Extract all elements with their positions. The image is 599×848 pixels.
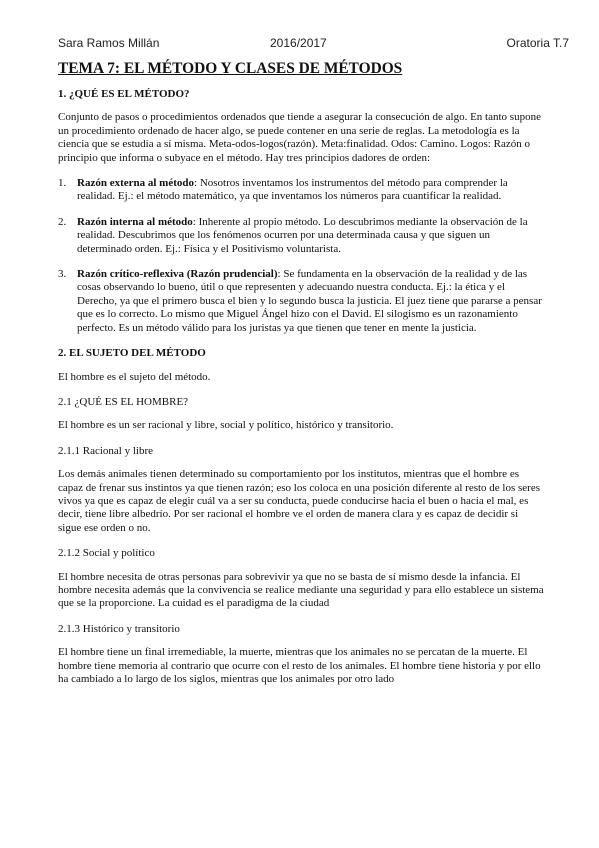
subsection-2-1-heading: 2.1 ¿QUÉ ES EL HOMBRE? xyxy=(58,395,189,408)
subsection-2-1-text: El hombre es un ser racional y libre, social y político, histórico y transitorio. xyxy=(58,419,394,432)
list-item-term: Razón crítico-reflexiva (Razón prudencial) xyxy=(77,268,278,281)
section-1-heading: 1. ¿QUÉ ES EL MÉTODO? xyxy=(58,88,190,100)
list-item-number: 2. xyxy=(58,215,67,228)
list-item-number: 3. xyxy=(58,268,67,281)
subsection-2-1-2-text: El hombre necesita de otras personas para sobrevivir ya que no se basta de sí mismo desde la infancia. El hombre necesita además que la convivencia se realice mediante una seguridad y para ello establece un sistema que se la proporcione. La cuidad es el paradigma de la ciudad xyxy=(58,570,544,610)
subsection-2-1-1-text: Los demás animales tienen determinado su comportamiento por los institutos, mientras que el hombre es capaz de frenar sus instintos ya que tienen razón; eso los coloca en una posición diferente al resto de los seres vivos ya que es capaz de elegir cuál va a ser su conducta, puede conducirse hacia el buen o hacia el mal, es decir, tiene libre albedrío. Por ser racional el hombre ve el orden de manera clara y es capaz de decidir si sigue ese orden o no. xyxy=(58,468,540,534)
header-author: Sara Ramos Millán xyxy=(58,36,160,50)
list-item-text: : Se fundamenta en la observación de la realidad y de las cosas observando lo bueno, útil o que representen y adecuando nuestra conducta. Ej.: la ética y el Derecho, ya que el primero busca el bien y lo segundo busca la justicia. El juez tiene que pararse a pensar que es lo correcto. Lo mismo que Miguel Ángel hizo con el David. El silogismo es un razonamiento perfecto. Es un método válido para los juristas ya que tienen que tener en mente la justicia. xyxy=(77,268,542,334)
list-item-number: 1. xyxy=(58,177,67,190)
list-item-text: : Nosotros inventamos los instrumentos del método para comprender la realidad. Ej.: el método matemático, ya que inventamos los números para cuantificar la realidad. xyxy=(77,177,508,203)
header-subject: Oratoria T.7 xyxy=(506,36,569,50)
list-item-term: Razón externa al método xyxy=(77,177,195,190)
section-1-intro: Conjunto de pasos o procedimientos ordenados que tiende a asegurar la consecución de algo. En tanto supone un procedimiento ordenado de hacer algo, se puede contener en una serie de reglas. La metodología es la ciencia que se estudia a sí misma. Meta-odos-logos(razón). Meta:finalidad. Odos: Camino. Logos: Razón o principio que informa o subyace en el método. Hay tres principios dadores de orden: xyxy=(58,111,541,164)
section-2-heading: 2. EL SUJETO DEL MÉTODO xyxy=(58,347,206,360)
section-2-intro: El hombre es el sujeto del método. xyxy=(58,370,211,383)
list-item xyxy=(58,177,544,204)
subsection-2-1-2-heading: 2.1.2 Social y político xyxy=(58,547,155,560)
principles-list xyxy=(58,177,544,335)
list-item-text: : Inherente al propio método. Lo descubrimos mediante la observación de la realidad. Descubrimos que los fenómenos ocurren por una determinada causa y que siguen un determinado orden. Ej.: Física y el Positivismo voluntarista. xyxy=(77,215,528,255)
list-item xyxy=(58,268,544,335)
document-body xyxy=(58,60,544,698)
subsection-2-1-3-heading: 2.1.3 Histórico y transitorio xyxy=(58,622,180,635)
page-title: TEMA 7: EL MÉTODO Y CLASES DE MÉTODOS xyxy=(58,60,403,77)
subsection-2-1-1-heading: 2.1.1 Racional y libre xyxy=(58,444,154,457)
header-year: 2016/2017 xyxy=(270,36,327,50)
list-item-term: Razón interna al método xyxy=(77,215,193,228)
subsection-2-1-3-text: El hombre tiene un final irremediable, la muerte, mientras que los animales no se percatan de la muerte. El hombre tiene memoria al contrario que ocurre con el resto de los animales. El hombre tiene historia y por ello ha cambiado a lo largo de los siglos, mientras que los animales por otro lado xyxy=(58,646,541,685)
list-item xyxy=(58,216,544,256)
